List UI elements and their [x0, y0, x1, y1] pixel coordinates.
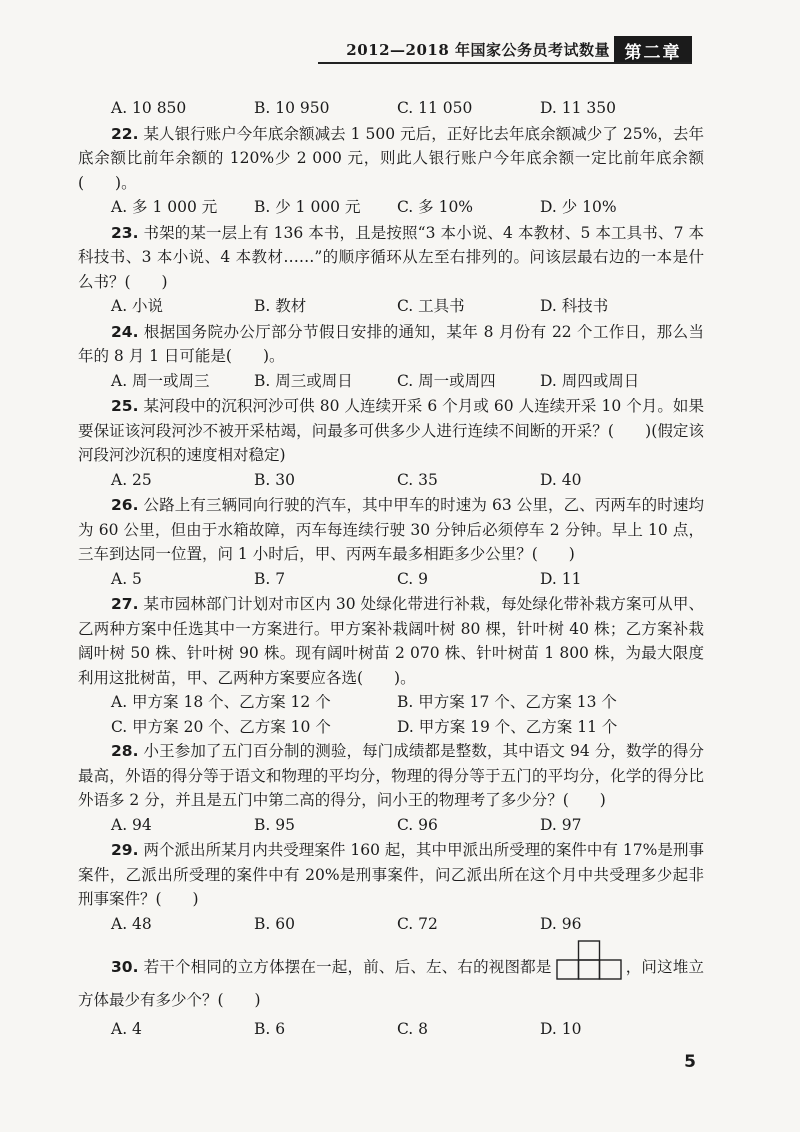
- question-text: 某人银行账户今年底余额减去 1 500 元后，正好比去年底余额减少了 25%，去年底余额比前年余额的 120%少 2 000 元，则此人银行账户今年底余额一定比前年底余额( )。: [78, 124, 704, 192]
- question-24: [78, 320, 704, 394]
- option-d: D. 少 10%: [540, 198, 617, 216]
- option-a: A. 5: [111, 569, 142, 588]
- option-a: A. 94: [111, 815, 152, 834]
- header-rule: [318, 62, 692, 64]
- question-options: [78, 912, 704, 937]
- question-number: 24.: [111, 322, 139, 341]
- option-b: B. 7: [254, 569, 286, 588]
- option-d: D. 甲方案 19 个、乙方案 11 个: [397, 717, 618, 736]
- option-c: C. 11 050: [397, 99, 473, 117]
- question-options: [78, 813, 704, 838]
- option-d: D. 96: [540, 914, 582, 933]
- question-text: 公路上有三辆同向行驶的汽车，其中甲车的时速为 63 公里，乙、丙两车的时速均为 60 公里，但由于水箱故障，丙车每连续行驶 30 分钟后必须停车 2 分钟。早上 10 点，三车到达同一位置，问 1 小时后，甲、丙两车最多相距多少公里？( ): [78, 496, 704, 563]
- option-a: A. 小说: [111, 297, 164, 315]
- option-b: B. 60: [254, 914, 295, 933]
- question-22: [78, 122, 704, 220]
- question-options: [78, 567, 704, 592]
- question-number: 29.: [111, 841, 139, 859]
- option-b: B. 95: [254, 815, 295, 834]
- question-29: [78, 838, 704, 936]
- chapter-tag: 第二章: [614, 36, 692, 64]
- option-d: D. 周四或周日: [540, 371, 640, 390]
- question-text-after: ，问这堆立方体最少有多少个？( ): [78, 958, 704, 1009]
- option-b: B. 甲方案 17 个、乙方案 13 个: [397, 693, 617, 711]
- question-30: [78, 940, 704, 1042]
- header-title: 2012—2018 年国家公务员考试数量: [346, 41, 610, 59]
- running-header: [318, 36, 692, 64]
- option-d: D. 10: [540, 1020, 582, 1038]
- question-27: [78, 592, 704, 739]
- option-c: C. 甲方案 20 个、乙方案 10 个: [111, 717, 331, 736]
- option-b: B. 10 950: [254, 99, 330, 117]
- question-text: 书架的某一层上有 136 本书，且是按照“3 本小说、4 本教材、5 本工具书、7 本科技书、3 本小说、4 本教材……”的顺序循环从左至右排列的。问该层最右边的一本是什么书？( ): [78, 223, 704, 291]
- option-a: A. 10 850: [111, 99, 187, 117]
- option-d: D. 11: [540, 569, 582, 588]
- question-options: [78, 690, 704, 739]
- option-a: A. 甲方案 18 个、乙方案 12 个: [111, 693, 331, 711]
- option-c: C. 工具书: [397, 297, 465, 315]
- question-text: 小王参加了五门百分制的测验，每门成绩都是整数，其中语文 94 分，数学的得分最高，外语的得分等于语文和物理的平均分，物理的得分等于五门的平均分，化学的得分比外语多 2 分，并且是五门中第二高的得分，问小王的物理考了多少分？( ): [78, 742, 704, 809]
- question-text-before: 若干个相同的立方体摆在一起，前、后、左、右的视图都是: [143, 958, 552, 976]
- question-options: [78, 294, 704, 319]
- page-number: 5: [684, 1052, 696, 1072]
- question-options: [78, 369, 704, 394]
- question-list: [78, 96, 704, 1043]
- question-number: 28.: [111, 742, 139, 760]
- question-options: [78, 468, 704, 493]
- option-a: A. 25: [111, 470, 152, 489]
- option-c: C. 9: [397, 569, 429, 588]
- question-25: [78, 394, 704, 492]
- option-c: C. 周一或周四: [397, 371, 496, 390]
- question-text: 两个派出所某月内共受理案件 160 起，其中甲派出所受理的案件中有 17%是刑事案件，乙派出所受理的案件中有 20%是刑事案件，问乙派出所在这个月中共受理多少起非刑事案件？( ): [78, 841, 704, 908]
- question-number: 22.: [111, 124, 139, 143]
- question-number: 26.: [111, 496, 139, 514]
- question-options: [78, 1017, 704, 1042]
- question-number: 30.: [111, 958, 139, 976]
- option-d: D. 11 350: [540, 99, 616, 117]
- question-number: 23.: [111, 223, 139, 242]
- option-a: A. 4: [111, 1020, 142, 1038]
- option-d: D. 40: [540, 470, 582, 489]
- option-c: C. 96: [397, 815, 438, 834]
- option-d: D. 科技书: [540, 297, 609, 315]
- option-c: C. 72: [397, 914, 438, 933]
- question-text: 某河段中的沉积河沙可供 80 人连续开采 6 个月或 60 人连续开采 10 个月。如果要保证该河段河沙不被开采枯竭，问最多可供多少人进行连续不间断的开采？( )(假定该河段河沙沉积的速度相对稳定): [78, 397, 704, 464]
- option-b: B. 6: [254, 1020, 286, 1038]
- question-text: 某市园林部门计划对市区内 30 处绿化带进行补栽，每处绿化带补栽方案可从甲、乙两种方案中任选其中一方案进行。甲方案补栽阔叶树 80 棵，针叶树 40 株；乙方案补栽阔叶树 50 株、针叶树 90 株。现有阔叶树苗 2 070 株、针叶树苗 1 800 株，为最大限度利用这批树苗，甲、乙两种方案要应各选( )。: [78, 595, 704, 687]
- question-28: [78, 739, 704, 837]
- question-number: 27.: [111, 595, 139, 613]
- option-a: A. 多 1 000 元: [111, 198, 218, 216]
- prev-question-options: [78, 96, 704, 121]
- option-b: B. 少 1 000 元: [254, 198, 361, 216]
- option-b: B. 教材: [254, 297, 307, 315]
- option-a: A. 48: [111, 914, 152, 933]
- cube-view-figure: [556, 940, 622, 980]
- option-d: D. 97: [540, 815, 582, 834]
- question-text: 根据国务院办公厅部分节假日安排的通知，某年 8 月份有 22 个工作日，那么当年的 8 月 1 日可能是( )。: [78, 322, 704, 365]
- option-c: C. 多 10%: [397, 198, 474, 216]
- option-c: C. 35: [397, 470, 438, 489]
- option-b: B. 30: [254, 470, 295, 489]
- option-a: A. 周一或周三: [111, 371, 210, 390]
- question-number: 25.: [111, 397, 139, 415]
- question-23: [78, 221, 704, 319]
- option-c: C. 8: [397, 1020, 429, 1038]
- question-26: [78, 493, 704, 591]
- question-options: [78, 195, 704, 220]
- option-b: B. 周三或周日: [254, 371, 353, 390]
